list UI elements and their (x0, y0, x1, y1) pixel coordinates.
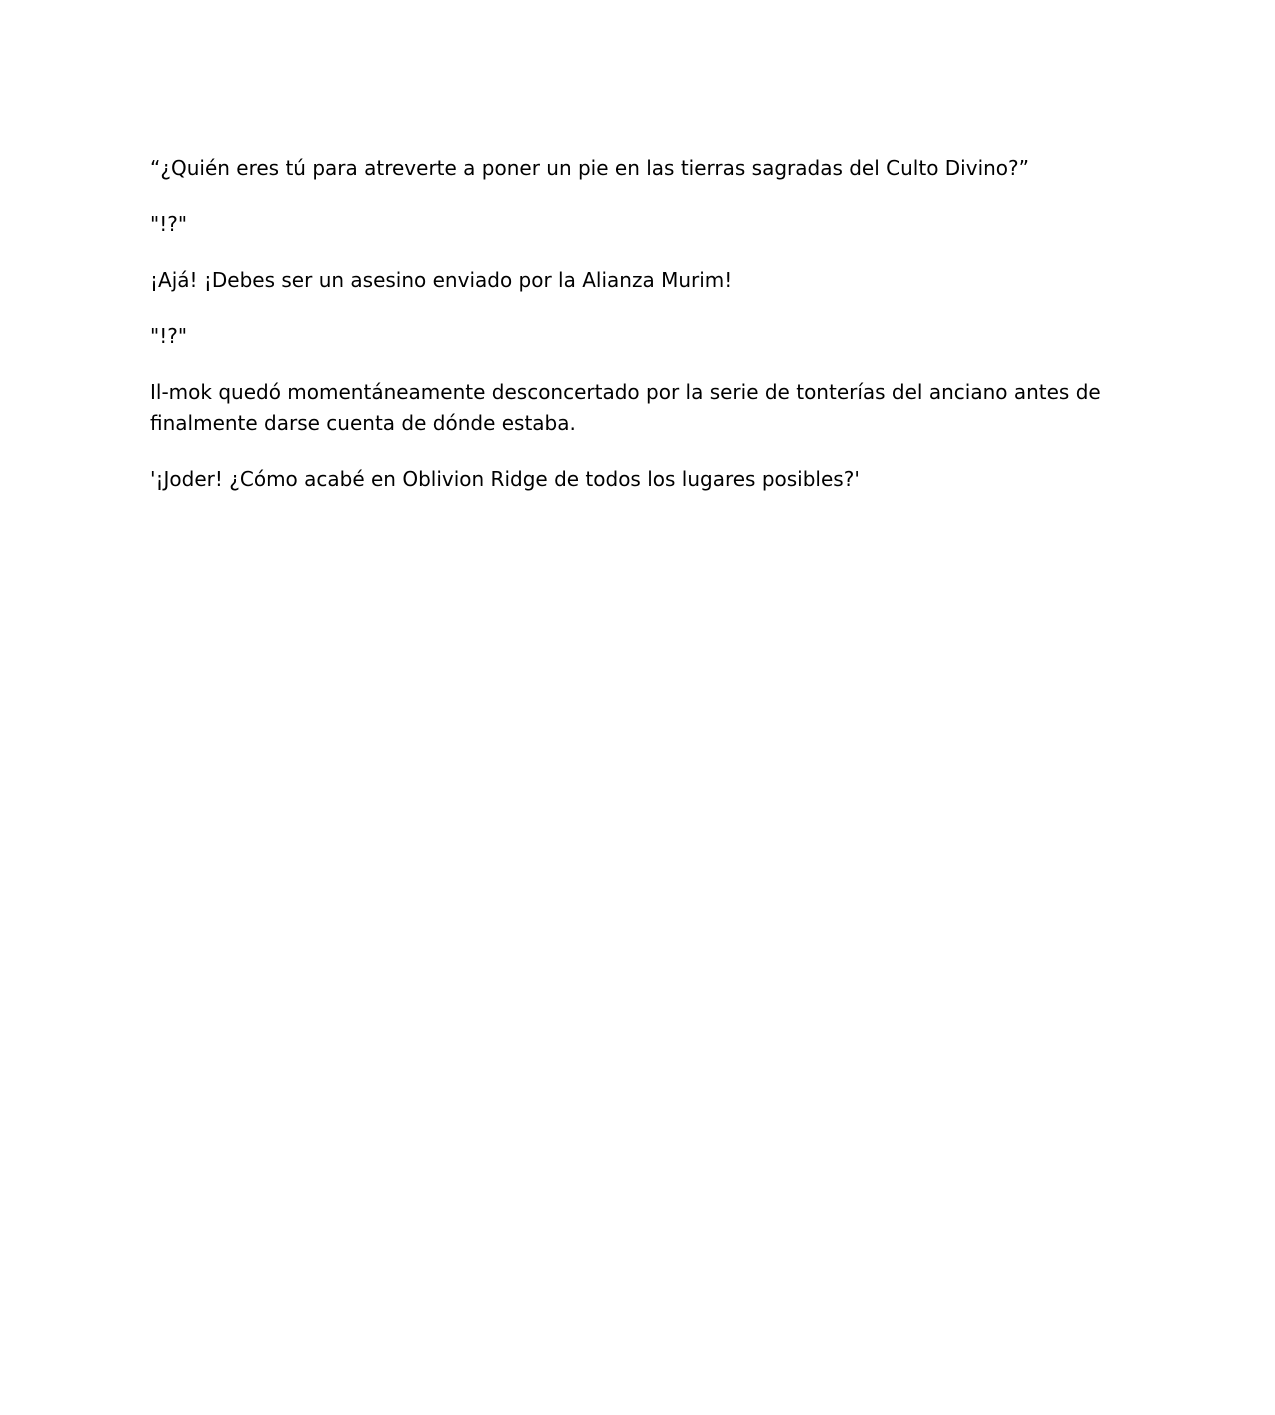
paragraph-2: "!?" (150, 212, 188, 236)
paragraph-1: “¿Quién eres tú para atreverte a poner un pie en las tierras sagradas del Culto Divino?” (150, 156, 1030, 180)
paragraph-5: Il-mok quedó momentáneamente desconcertado por la serie de tonterías del anciano antes de finalmente darse cuenta de dónde estaba. (150, 380, 1101, 435)
document-body (150, 153, 1125, 520)
paragraph-6: '¡Joder! ¿Cómo acabé en Oblivion Ridge de todos los lugares posibles?' (150, 467, 860, 491)
paragraph-3: ¡Ajá! ¡Debes ser un asesino enviado por la Alianza Murim! (150, 268, 733, 292)
paragraph-4: "!?" (150, 324, 188, 348)
